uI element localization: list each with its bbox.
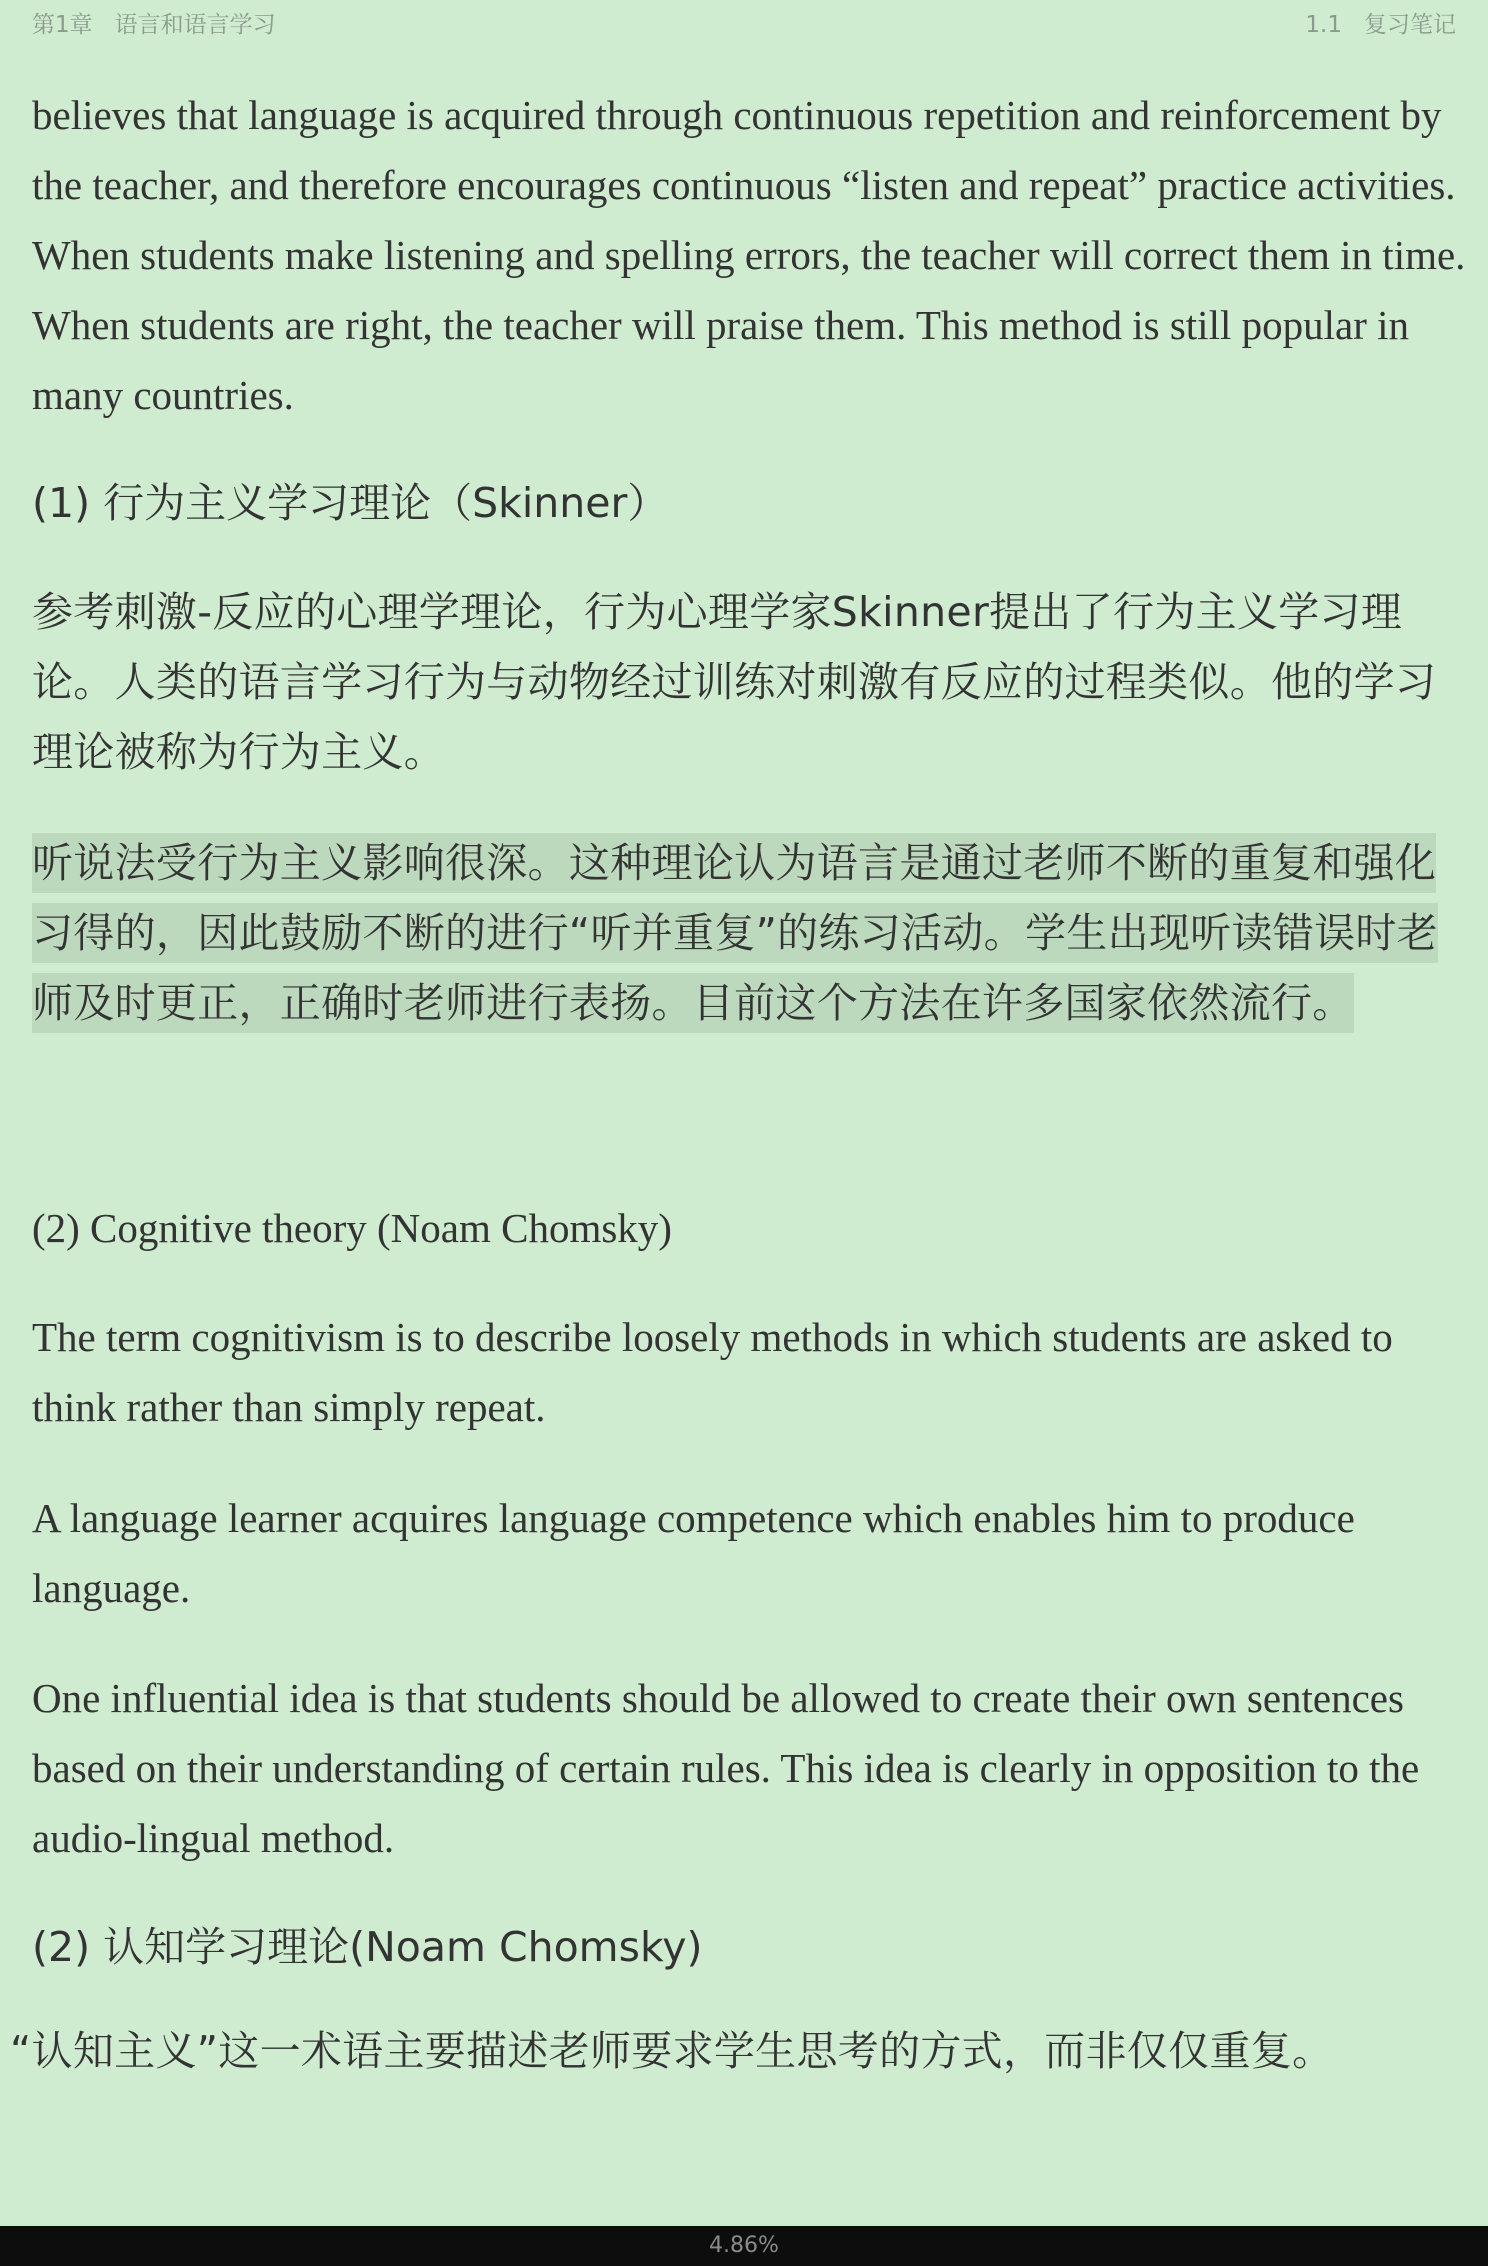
- heading-cognitive-theory: (2) Cognitive theory (Noam Chomsky): [32, 1205, 672, 1251]
- english-paragraph-cognitivism: The term cognitivism is to describe loosely methods in which students are asked to think rather than simply repeat.: [32, 1314, 1393, 1430]
- reading-progress-bar: [0, 2226, 1488, 2266]
- english-paragraph-competence: A language learner acquires language competence which enables him to produce language.: [32, 1495, 1355, 1611]
- heading-behaviorist-theory-text: (1) 行为主义学习理论（Skinner）: [32, 479, 669, 527]
- english-paragraph-behaviorism-continued: believes that language is acquired through continuous repetition and reinforcement by the teacher, and therefore encourages continuous “listen and repeat” practice activities. When students make listening and spelling errors, the teacher will correct them in time. When students are right, the teacher will praise them. This method is still popular in many countries.: [32, 92, 1466, 418]
- heading-behaviorist-theory: [32, 468, 668, 538]
- section-indicator: [1305, 6, 1456, 39]
- heading-cognitive-learning-theory-text: (2) 认知学习理论(Noam Chomsky): [32, 1923, 703, 1971]
- english-paragraph-influential-idea: One influential idea is that students should be allowed to create their own sentences based on their understanding of certain rules. This idea is clearly in opposition to the audio-lingual method.: [32, 1675, 1420, 1861]
- chinese-paragraph-audio-lingual[interactable]: [32, 828, 1452, 1038]
- reading-progress-percent: 4.86%: [709, 2233, 779, 2258]
- heading-cognitive-learning-theory: [32, 1912, 703, 1982]
- reader-header: [0, 0, 1488, 42]
- section-title: 复习笔记: [1364, 12, 1456, 38]
- chapter-label: 第1章: [32, 12, 93, 38]
- chinese-paragraph-skinner: 参考刺激-反应的心理学理论，行为心理学家Skinner提出了行为主义学习理论。人类的语言学习行为与动物经过训练对刺激有反应的过程类似。他的学习理论被称为行为主义。: [32, 588, 1437, 776]
- chinese-paragraph-cognitivism-term: “认知主义”这一术语主要描述老师要求学生思考的方式，而非仅仅重复。: [10, 2027, 1334, 2075]
- highlighted-text[interactable]: 听说法受行为主义影响很深。这种理论认为语言是通过老师不断的重复和强化习得的，因此鼓励不断的进行“听并重复”的练习活动。学生出现听读错误时老师及时更正，正确时老师进行表扬。目前这个方法在许多国家依然流行。: [32, 833, 1438, 1033]
- section-number: 1.1: [1305, 12, 1342, 38]
- chapter-title: 语言和语言学习: [114, 12, 276, 38]
- chapter-indicator: [32, 6, 276, 39]
